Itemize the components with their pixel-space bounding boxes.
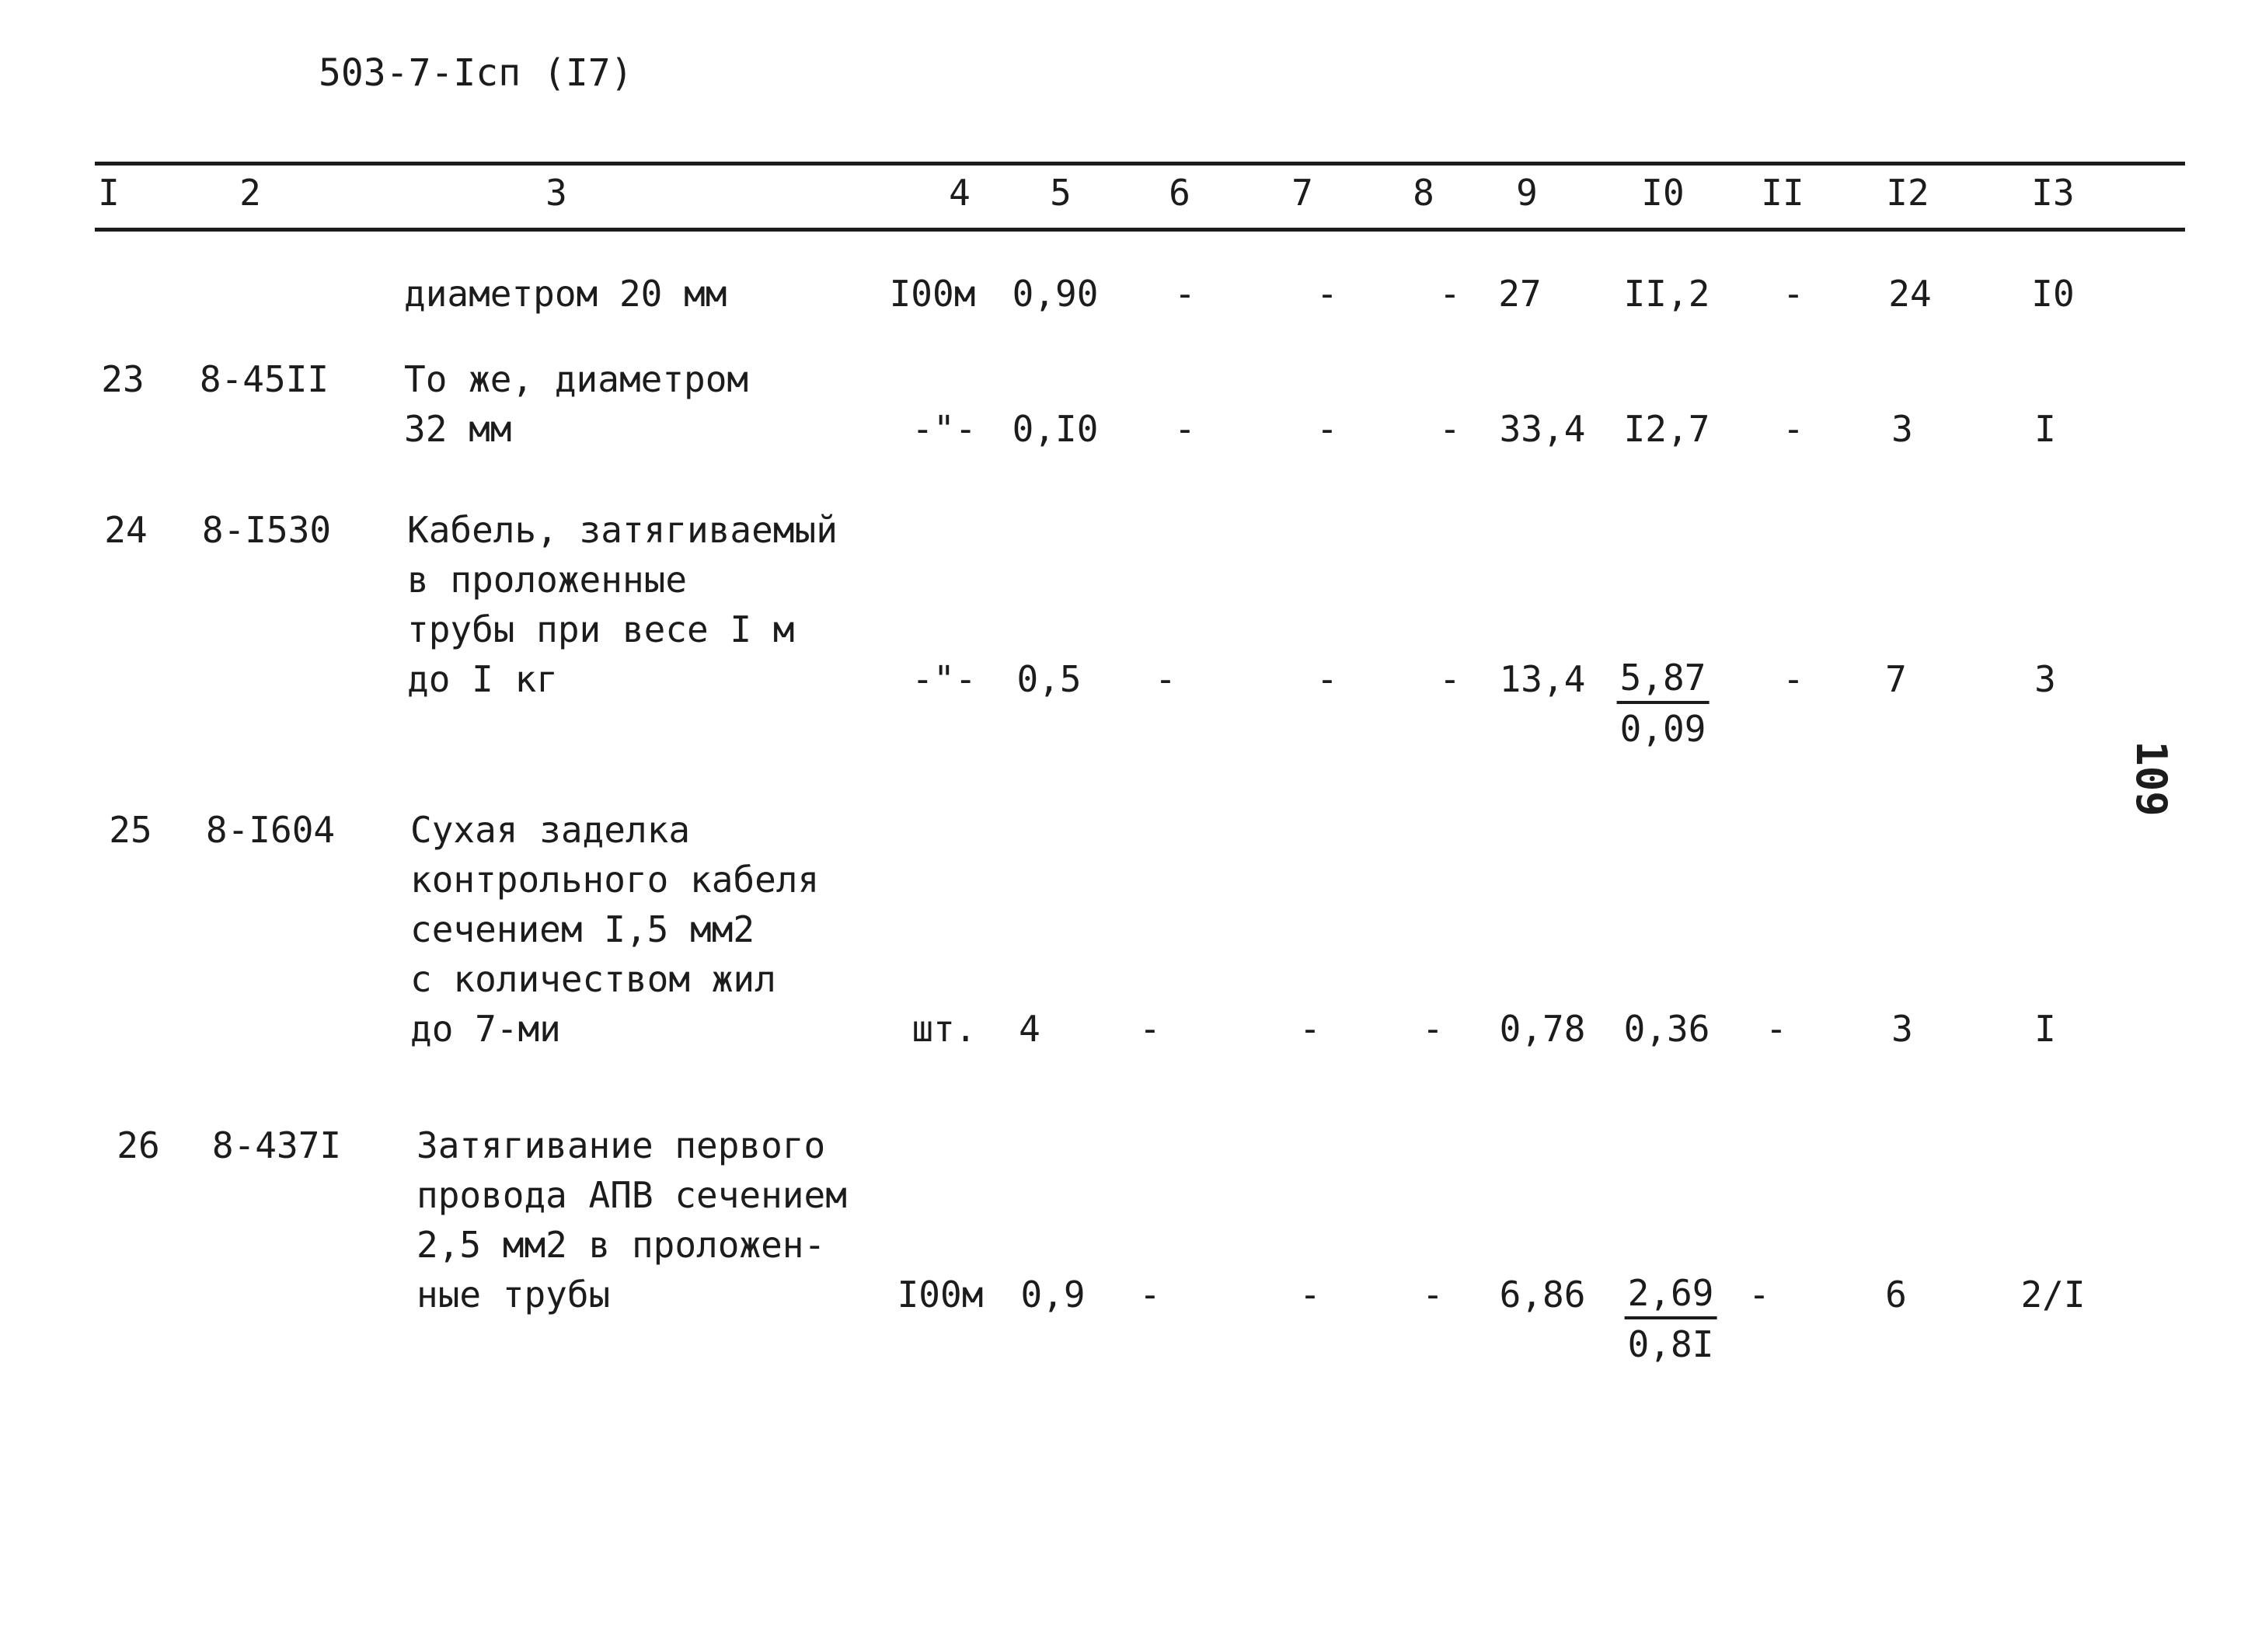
row-description-line: Сухая заделка [410, 809, 691, 851]
row-description-line: провода АПВ сечением [416, 1174, 847, 1216]
row-col6: - [1174, 273, 1196, 315]
row-col13: 3 [2034, 658, 2056, 700]
table-header-rule [95, 228, 2185, 232]
row-quantity: 0,9 [1020, 1274, 1086, 1316]
row-description-line: контрольного кабеля [410, 859, 820, 901]
row-description-line: сечением I,5 мм2 [410, 908, 755, 950]
row-col6: - [1139, 1274, 1161, 1316]
row-unit: -"- [911, 658, 977, 700]
row-code: 8-I604 [205, 809, 336, 851]
row-col12: 6 [1885, 1274, 1907, 1316]
row-quantity: 4 [1019, 1008, 1040, 1050]
row-description-line: с количеством жил [410, 958, 776, 1000]
header-col-3: 3 [545, 172, 567, 214]
row-code: 8-I530 [201, 509, 332, 551]
row-col10: II,2 [1623, 273, 1710, 315]
row-unit: I00м [897, 1274, 984, 1316]
row-col10-fraction [1625, 1270, 1717, 1369]
fraction-denominator: 0,8I [1627, 1323, 1714, 1365]
row-col8: - [1439, 658, 1461, 700]
row-col13: I [2034, 408, 2056, 450]
row-col13: 2/I [2020, 1274, 2086, 1316]
fraction-numerator: 5,87 [1617, 654, 1710, 704]
row-quantity: 0,90 [1012, 273, 1099, 315]
header-col-6: 6 [1169, 172, 1190, 214]
row-unit: шт. [911, 1008, 977, 1050]
row-number: 25 [109, 809, 152, 851]
row-col11: - [1765, 1008, 1787, 1050]
row-description-line: 2,5 мм2 в проложен- [416, 1224, 826, 1266]
header-col-4: 4 [949, 172, 971, 214]
document-code: 503-7-Iсп (I7) [319, 51, 633, 95]
row-description-line: То же, диаметром [404, 358, 749, 400]
table-top-rule [95, 162, 2185, 166]
row-col11: - [1783, 408, 1804, 450]
row-col11: - [1783, 273, 1804, 315]
fraction-denominator: 0,09 [1619, 708, 1706, 750]
row-col12: 3 [1891, 1008, 1913, 1050]
row-col9: 6,86 [1499, 1274, 1586, 1316]
row-col10: I2,7 [1623, 408, 1710, 450]
row-col13: I0 [2031, 273, 2075, 315]
header-col-12: I2 [1886, 172, 1929, 214]
header-col-1: I [98, 172, 120, 214]
row-col7: - [1299, 1274, 1321, 1316]
row-description-line: 32 мм [404, 408, 512, 450]
header-col-7: 7 [1291, 172, 1313, 214]
header-col-13: I3 [2031, 172, 2075, 214]
row-unit: -"- [911, 408, 977, 450]
row-description-line: Кабель, затягиваемый [407, 509, 838, 551]
row-col9: 33,4 [1499, 408, 1586, 450]
row-number: 24 [104, 509, 148, 551]
header-col-2: 2 [239, 172, 261, 214]
row-description-line: в проложенные [407, 559, 688, 601]
header-col-8: 8 [1413, 172, 1434, 214]
row-description-line: трубы при весе I м [407, 608, 795, 650]
row-number: 26 [117, 1124, 160, 1166]
row-code: 8-437I [211, 1124, 342, 1166]
row-col9: 27 [1498, 273, 1542, 315]
row-quantity: 0,5 [1016, 658, 1082, 700]
row-code: 8-45II [199, 358, 329, 400]
row-col10: 0,36 [1623, 1008, 1710, 1050]
row-description-line: Затягивание первого [416, 1124, 826, 1166]
row-description-line: ные трубы [416, 1274, 611, 1316]
row-col13: I [2034, 1008, 2056, 1050]
row-description-line: диаметром 20 мм [404, 273, 727, 315]
row-col6: - [1174, 408, 1196, 450]
row-col12: 24 [1888, 273, 1932, 315]
row-col12: 7 [1885, 658, 1907, 700]
row-col6: - [1155, 658, 1176, 700]
row-description-line: до I кг [407, 658, 558, 700]
row-col8: - [1439, 273, 1461, 315]
header-col-9: 9 [1516, 172, 1538, 214]
row-col12: 3 [1891, 408, 1913, 450]
row-col7: - [1299, 1008, 1321, 1050]
header-col-5: 5 [1050, 172, 1072, 214]
row-col8: - [1439, 408, 1461, 450]
row-col11: - [1783, 658, 1804, 700]
row-number: 23 [101, 358, 145, 400]
row-col10-fraction [1617, 654, 1710, 754]
page-number: 109 [2127, 741, 2176, 817]
row-col7: - [1316, 273, 1338, 315]
row-col9: 13,4 [1499, 658, 1586, 700]
row-col6: - [1139, 1008, 1161, 1050]
header-col-10: I0 [1641, 172, 1685, 214]
row-description-line: до 7-ми [410, 1008, 561, 1050]
row-col9: 0,78 [1499, 1008, 1586, 1050]
row-col8: - [1422, 1008, 1444, 1050]
row-col8: - [1422, 1274, 1444, 1316]
header-col-11: II [1761, 172, 1804, 214]
row-col7: - [1316, 408, 1338, 450]
row-col7: - [1316, 658, 1338, 700]
row-quantity: 0,I0 [1012, 408, 1099, 450]
fraction-numerator: 2,69 [1625, 1270, 1717, 1319]
row-col11: - [1748, 1274, 1770, 1316]
row-unit: I00м [889, 273, 976, 315]
